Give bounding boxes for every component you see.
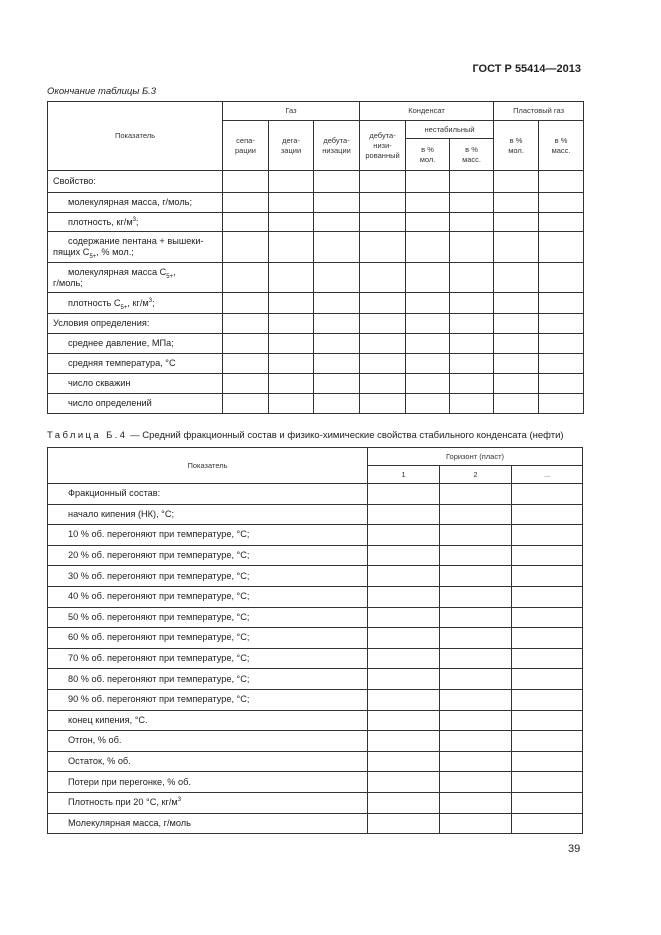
value-cell bbox=[512, 710, 583, 731]
table-row bbox=[48, 566, 583, 587]
value-cell bbox=[440, 586, 512, 607]
row-label: Потери при перегонке, % об. bbox=[48, 772, 368, 793]
row-avg-pressure: среднее давление, МПа; bbox=[48, 334, 223, 354]
header-degassing: дега- зации bbox=[269, 121, 314, 171]
value-cell bbox=[440, 751, 512, 772]
row-label: 90 % об. перегоняют при температуре, °С; bbox=[48, 689, 368, 710]
value-cell bbox=[368, 525, 440, 546]
value-cell bbox=[440, 545, 512, 566]
row-label: Отгон, % об. bbox=[48, 731, 368, 752]
value-cell bbox=[440, 813, 512, 834]
value-cell bbox=[440, 792, 512, 813]
row-label: 30 % об. перегоняют при температуре, °С; bbox=[48, 566, 368, 587]
value-cell bbox=[512, 731, 583, 752]
t2-header-col1: 1 bbox=[368, 466, 440, 484]
value-cell bbox=[368, 669, 440, 690]
value-cell bbox=[368, 586, 440, 607]
row-c5-density: плотность $C_{5+}$, $кг/м^3$; bbox=[48, 293, 223, 314]
table-row bbox=[48, 648, 583, 669]
value-cell bbox=[512, 566, 583, 587]
value-cell bbox=[368, 628, 440, 649]
page-number: 39 bbox=[568, 843, 581, 855]
row-pentane-content: содержание пентана + вышеки- пящих $C_{5+}$, % мол.; bbox=[48, 232, 223, 263]
t2-header-col3: ... bbox=[512, 466, 583, 484]
value-cell bbox=[512, 792, 583, 813]
value-cell bbox=[440, 689, 512, 710]
value-cell bbox=[368, 772, 440, 793]
header-formation-gas: Пластовый газ bbox=[494, 102, 584, 121]
table-row bbox=[48, 731, 583, 752]
header-separation: сепа- рации bbox=[223, 121, 269, 171]
header-fg-pct-mass: в % масс. bbox=[539, 121, 584, 171]
row-label: 70 % об. перегоняют при температуре, °С; bbox=[48, 648, 368, 669]
table1-caption: Окончание таблицы Б.3 bbox=[47, 86, 157, 97]
standard-number: ГОСТ Р 55414—2013 bbox=[472, 63, 581, 75]
value-cell bbox=[512, 772, 583, 793]
value-cell bbox=[512, 586, 583, 607]
table-row bbox=[48, 504, 583, 525]
value-cell bbox=[440, 710, 512, 731]
row-label: начало кипения (НК), °С; bbox=[48, 504, 368, 525]
row-label: 80 % об. перегоняют при температуре, °С; bbox=[48, 669, 368, 690]
header-pct-mass: в % масс. bbox=[450, 139, 494, 171]
row-c5-molecular-mass: молекулярная масса $C_{5+}$, г/моль; bbox=[48, 263, 223, 293]
row-avg-temperature: средняя температура, °С bbox=[48, 354, 223, 374]
table-row bbox=[48, 710, 583, 731]
value-cell bbox=[440, 504, 512, 525]
value-cell bbox=[440, 484, 512, 505]
value-cell bbox=[440, 525, 512, 546]
value-cell bbox=[368, 484, 440, 505]
header-pct-mol: в % мол. bbox=[406, 139, 450, 171]
table-row bbox=[48, 669, 583, 690]
row-label: Фракционный состав: bbox=[48, 484, 368, 505]
value-cell bbox=[512, 525, 583, 546]
header-gas: Газ bbox=[223, 102, 360, 121]
value-cell bbox=[368, 751, 440, 772]
value-cell bbox=[368, 813, 440, 834]
row-label: 20 % об. перегоняют при температуре, °С; bbox=[48, 545, 368, 566]
table-row bbox=[48, 628, 583, 649]
value-cell bbox=[368, 792, 440, 813]
header-condensate: Конденсат bbox=[360, 102, 494, 121]
row-label: 50 % об. перегоняют при температуре, °С; bbox=[48, 607, 368, 628]
table-row bbox=[48, 607, 583, 628]
value-cell bbox=[440, 772, 512, 793]
value-cell bbox=[512, 504, 583, 525]
table-b3-end bbox=[47, 101, 584, 414]
row-determinations-count: число определений bbox=[48, 394, 223, 414]
table-row bbox=[48, 525, 583, 546]
row-molecular-mass: молекулярная масса, г/моль; bbox=[48, 193, 223, 213]
table-row bbox=[48, 545, 583, 566]
row-label: 60 % об. перегоняют при температуре, °С; bbox=[48, 628, 368, 649]
value-cell bbox=[368, 710, 440, 731]
value-cell bbox=[440, 669, 512, 690]
row-label: 40 % об. перегоняют при температуре, °С; bbox=[48, 586, 368, 607]
value-cell bbox=[512, 751, 583, 772]
table-row bbox=[48, 813, 583, 834]
value-cell bbox=[368, 566, 440, 587]
table-row bbox=[48, 792, 583, 813]
table2-caption: Таблица Б.4 — Средний фракционный состав и физико-химические свойства стабильного конденсата (нефти) bbox=[47, 430, 564, 441]
value-cell bbox=[512, 689, 583, 710]
row-label: 10 % об. перегоняют при температуре, °С; bbox=[48, 525, 368, 546]
value-cell bbox=[440, 566, 512, 587]
value-cell bbox=[512, 545, 583, 566]
row-density: плотность, $кг/м^3$; bbox=[48, 213, 223, 232]
row-wells-count: число скважин bbox=[48, 374, 223, 394]
value-cell bbox=[512, 484, 583, 505]
value-cell bbox=[512, 648, 583, 669]
value-cell bbox=[512, 607, 583, 628]
value-cell bbox=[512, 628, 583, 649]
value-cell bbox=[440, 628, 512, 649]
row-label: конец кипения, °С. bbox=[48, 710, 368, 731]
value-cell bbox=[368, 731, 440, 752]
t2-header-col2: 2 bbox=[440, 466, 512, 484]
row-conditions: Условия определения: bbox=[48, 314, 223, 334]
table-row bbox=[48, 484, 583, 505]
table-row bbox=[48, 751, 583, 772]
header-fg-pct-mol: в % мол. bbox=[494, 121, 539, 171]
value-cell bbox=[368, 545, 440, 566]
t2-header-indicator: Показатель bbox=[48, 448, 368, 484]
value-cell bbox=[440, 607, 512, 628]
table-b4 bbox=[47, 447, 583, 834]
value-cell bbox=[512, 669, 583, 690]
value-cell bbox=[368, 607, 440, 628]
value-cell bbox=[512, 813, 583, 834]
row-label: Молекулярная масса, г/моль bbox=[48, 813, 368, 834]
table-row bbox=[48, 689, 583, 710]
row-property: Свойство: bbox=[48, 171, 223, 193]
header-indicator: Показатель bbox=[48, 102, 223, 171]
header-debutanized: дебута- низи- рованный bbox=[360, 121, 406, 171]
value-cell bbox=[368, 648, 440, 669]
value-cell bbox=[368, 689, 440, 710]
value-cell bbox=[440, 731, 512, 752]
header-debutanization: дебута- низации bbox=[314, 121, 360, 171]
row-label: Остаток, % об. bbox=[48, 751, 368, 772]
header-unstable: нестабильный bbox=[406, 121, 494, 139]
table-row bbox=[48, 586, 583, 607]
value-cell bbox=[368, 504, 440, 525]
row-label: Плотность при 20 °С, $кг/м^3$ bbox=[48, 792, 368, 813]
value-cell bbox=[440, 648, 512, 669]
table-row bbox=[48, 772, 583, 793]
t2-header-horizon: Горизонт (пласт) bbox=[368, 448, 583, 466]
